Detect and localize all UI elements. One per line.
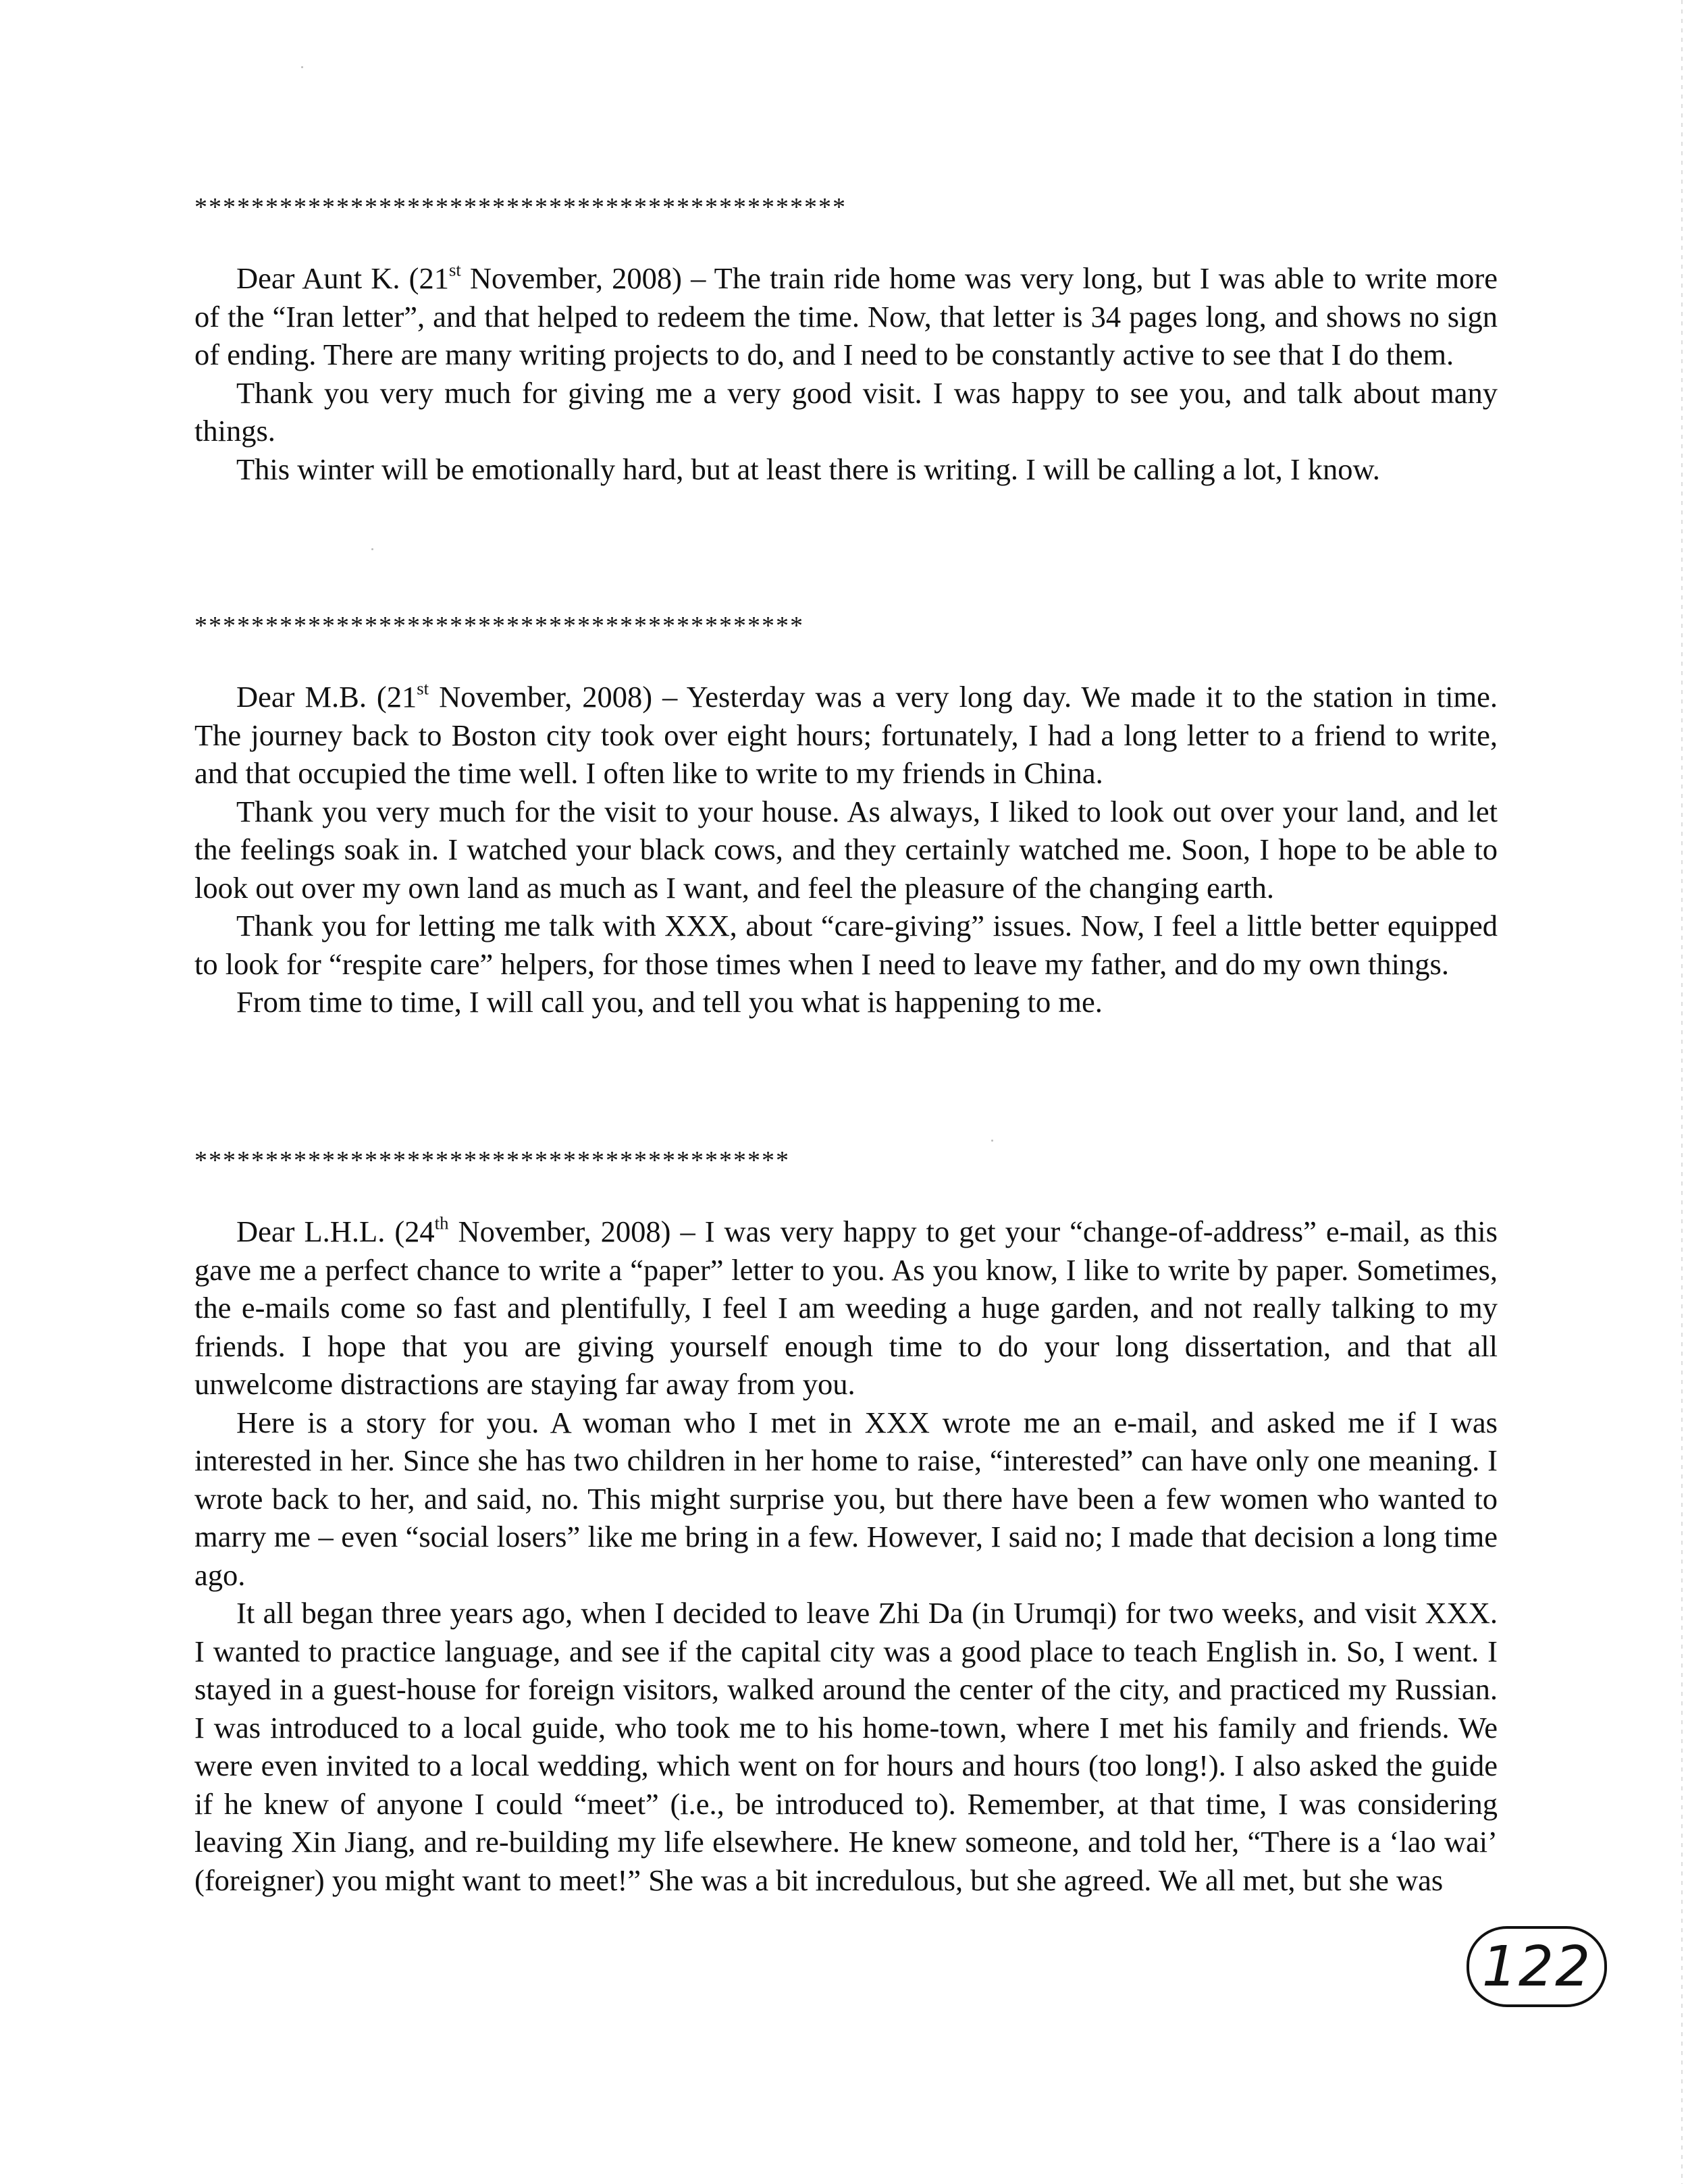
paragraph: Here is a story for you. A woman who I met in XXX wrote me an e-mail, and asked me if I was interested in her. Since she has two children in her home to raise, “interested” can have only one meaning. I wrote back to her, and said, no. This might surprise you, but there have been a few women who wanted to marry me – even “social losers” like me bring in a few. However, I said no; I made that decision a long time ago. [194, 1405, 1498, 1592]
paragraph: From time to time, I will call you, and tell you what is happening to me. [236, 985, 1103, 1019]
scan-speck [301, 66, 303, 68]
separator: ********************************************** [194, 193, 847, 221]
scan-speck [371, 548, 373, 550]
separator: ****************************************** [194, 1146, 790, 1175]
paragraph-text: November, 2008) – I was very happy to get your “change-of-address” e-mail, as this gave me a perfect chance to write a “paper” letter to you. As you know, I like to write by paper. Sometimes, the e-mails come so fast and plentifully, I feel I am weeding a huge garden, and not really talking to my friends. I hope that you are giving yourself enough time to do your long dissertation, and that all unwelcome distractions are staying far away from you. [194, 1215, 1498, 1401]
salutation: Dear L.H.L. (24 [236, 1215, 435, 1248]
scan-edge [1681, 0, 1683, 2184]
ordinal-suffix: st [417, 678, 429, 699]
ordinal-suffix: st [448, 259, 461, 280]
paragraph [194, 678, 1498, 793]
scan-speck [991, 1140, 993, 1142]
paragraph [194, 259, 1498, 374]
paragraph-text: November, 2008) – Yesterday was a very long day. We made it to the station in time. The journey back to Boston city took over eight hours; fortunately, I had a long letter to a friend to write, and that occupied the time well. I often like to write to my friends in China. [194, 680, 1498, 790]
paragraph: Thank you very much for giving me a very good visit. I was happy to see you, and talk about many things. [194, 375, 1498, 448]
salutation: Dear M.B. (21 [236, 680, 417, 714]
paragraph [194, 1213, 1498, 1404]
handwritten-page-number: 122 [1467, 1926, 1607, 2007]
paragraph: Thank you very much for the visit to your house. As always, I liked to look out over your land, and let the feelings soak in. I watched your black cows, and they certainly watched me. Soon, I hope to be able to look out over my own land as much as I want, and feel the pleasure of the changing earth. [194, 794, 1498, 905]
separator: ******************************************* [194, 612, 804, 640]
letter-aunt-k [194, 259, 1498, 488]
salutation: Dear Aunt K. (21 [236, 261, 449, 295]
letter-l-h-l [194, 1213, 1498, 1899]
paragraph: It all began three years ago, when I decided to leave Zhi Da (in Urumqi) for two weeks, and visit XXX. I wanted to practice language, and see if the capital city was a good place to teach English in. So, I went. I stayed in a guest-house for foreign visitors, walked around the center of the city, and practiced my Russian. I was introduced to a local guide, who took me to his home-town, where I met his family and friends. We were even invited to a local wedding, which went on for hours and hours (too long!). I also asked the guide if he knew of anyone I could “meet” (i.e., be introduced to). Remember, at that time, I was considering leaving Xin Jiang, and re-building my life elsewhere. He knew someone, and told her, “There is a ‘lao wai’ (foreigner) you might want to meet!” She was a bit incredulous, but she agreed. We all met, but she was [194, 1596, 1498, 1897]
letter-m-b [194, 678, 1498, 1021]
paragraph-text: November, 2008) – The train ride home was very long, but I was able to write more of the “Iran letter”, and that helped to redeem the time. Now, that letter is 34 pages long, and shows no sign of ending. There are many writing projects to do, and I need to be constantly active to see that I do them. [194, 261, 1498, 371]
paragraph: This winter will be emotionally hard, but at least there is writing. I will be calling a lot, I know. [236, 452, 1380, 486]
paragraph: Thank you for letting me talk with XXX, about “care-giving” issues. Now, I feel a little better equipped to look for “respite care” helpers, for those times when I need to leave my father, and do my own things. [194, 909, 1498, 981]
ordinal-suffix: th [434, 1213, 449, 1233]
